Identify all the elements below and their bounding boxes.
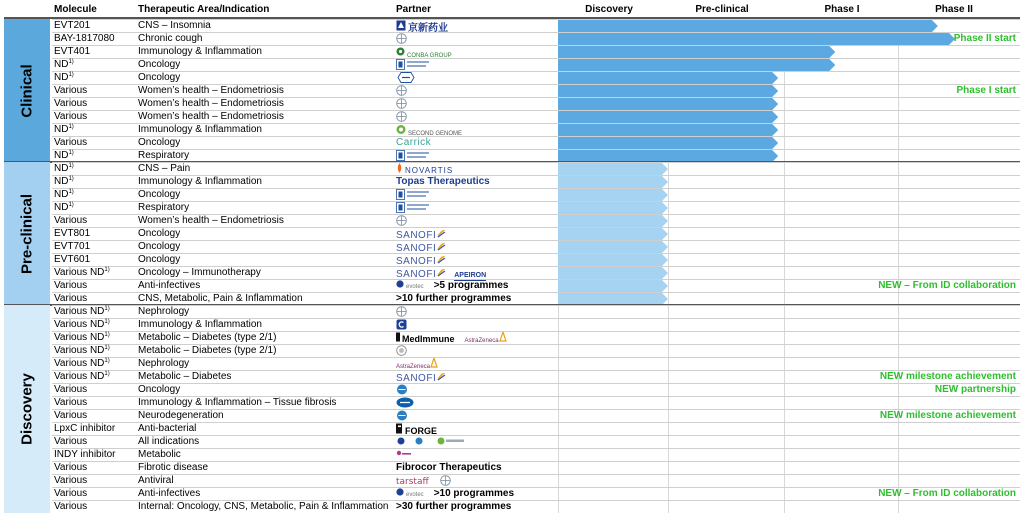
row-partner-label: >5 programmes (433, 280, 509, 291)
indication-cell: Women’s health – Endometriosis (138, 98, 284, 109)
indication-cell: All indications (138, 436, 200, 447)
molecule-cell (54, 488, 87, 500)
stage-progress-bar (558, 280, 668, 292)
molecule-name: Various ND (54, 332, 105, 343)
footnote-marker: 1) (104, 319, 110, 325)
table-row (52, 409, 1020, 422)
table-row (52, 162, 1020, 175)
stage-progress-bar (558, 46, 835, 58)
row-partner (396, 176, 490, 188)
indication-cell: Metabolic – Diabetes (type 2/1) (138, 345, 277, 356)
molecule-cell (54, 254, 90, 266)
table-row (52, 370, 1020, 383)
indication-cell: Women’s health – Endometriosis (138, 215, 284, 226)
molecule-cell (54, 345, 110, 357)
table-row (52, 305, 1020, 318)
stage-progress-bar (558, 137, 778, 149)
stage-progress-bar (558, 176, 668, 188)
molecule-cell (54, 137, 87, 149)
table-row (52, 136, 1020, 149)
molecule-cell (54, 371, 110, 383)
row-partner2-label: evotec (406, 492, 424, 498)
table-row (52, 461, 1020, 474)
stage-progress-bar (558, 20, 938, 32)
molecule-name: INDY inhibitor (54, 449, 116, 460)
table-row (52, 396, 1020, 409)
row-partner (396, 137, 431, 149)
molecule-cell (54, 267, 110, 279)
row-partner2-label: evotec (406, 284, 424, 290)
molecule-name: Various (54, 384, 88, 395)
molecule-cell (54, 306, 110, 318)
table-row (52, 227, 1020, 240)
indication-cell: Nephrology (138, 358, 190, 369)
table-row (52, 474, 1020, 487)
indication-cell: CNS – Pain (138, 163, 191, 174)
footnote-marker: 1) (68, 124, 74, 130)
row-partner2-label: APEIRON (454, 272, 487, 279)
molecule-name: Various ND (54, 345, 105, 356)
indication-cell: Oncology (138, 59, 181, 70)
indication-cell: Oncology (138, 137, 181, 148)
molecule-cell (54, 202, 74, 214)
indication-cell: Oncology (138, 72, 181, 83)
row-partner-label: Carrick (396, 137, 432, 148)
footnote-marker: 1) (68, 72, 74, 78)
table-row (52, 448, 1020, 461)
row-partner-label: 京新药业 (408, 23, 448, 34)
table-row (52, 279, 1020, 292)
molecule-name: BAY-1817080 (54, 33, 115, 44)
table-row (52, 188, 1020, 201)
molecule-cell (54, 85, 87, 97)
molecule-name: ND (54, 189, 69, 200)
stage-progress-bar (558, 124, 778, 136)
footnote-marker: 1) (104, 332, 110, 338)
status-note: NEW partnership (934, 384, 1016, 395)
molecule-cell (54, 124, 74, 136)
footnote-marker: 1) (104, 371, 110, 377)
stage-progress-bar (558, 202, 668, 214)
section-label: Pre-clinical (18, 193, 36, 274)
molecule-cell (54, 332, 110, 344)
status-note: NEW milestone achievement (879, 371, 1016, 382)
molecule-cell (54, 163, 74, 175)
table-row (52, 71, 1020, 84)
molecule-cell (54, 189, 74, 201)
stage-progress-bar (558, 163, 668, 175)
indication-cell: Metabolic (138, 449, 181, 460)
stage-progress-bar (558, 59, 835, 71)
molecule-cell (54, 449, 116, 461)
indication-cell: Anti-bacterial (138, 423, 197, 434)
indication-cell: Nephrology (138, 306, 190, 317)
molecule-name: ND (54, 72, 69, 83)
footnote-marker: 1) (104, 358, 110, 364)
molecule-cell (54, 215, 87, 227)
molecule-name: Various ND (54, 319, 105, 330)
stage-progress-bar (558, 98, 778, 110)
indication-cell: Oncology (138, 384, 181, 395)
header-stage-preclinical: Pre-clinical (695, 4, 749, 15)
table-row (52, 84, 1020, 97)
indication-cell: Women’s health – Endometriosis (138, 85, 284, 96)
table-row (52, 45, 1020, 58)
molecule-name: Various (54, 475, 88, 486)
stage-progress-bar (558, 85, 778, 97)
indication-cell: Chronic cough (138, 33, 203, 44)
footnote-marker: 1) (68, 176, 74, 182)
molecule-name: ND (54, 150, 69, 161)
table-row (52, 266, 1020, 279)
molecule-cell (54, 397, 87, 409)
stage-progress-bar (558, 111, 778, 123)
molecule-cell (54, 59, 74, 71)
row-partner (396, 462, 502, 474)
molecule-name: Various (54, 111, 88, 122)
molecule-name: Various (54, 397, 88, 408)
indication-cell: Oncology – Immunotherapy (138, 267, 261, 278)
footnote-marker: 1) (104, 306, 110, 312)
table-row (52, 32, 1020, 45)
footnote-marker: 1) (68, 163, 74, 169)
molecule-cell (54, 111, 87, 123)
molecule-name: Various ND (54, 267, 105, 278)
footnote-marker: 1) (68, 202, 74, 208)
status-note: NEW – From ID collaboration (878, 488, 1016, 499)
table-row (52, 500, 1020, 513)
stage-progress-bar (558, 215, 668, 227)
row-partner-label: Topas Therapeutics (396, 176, 490, 187)
molecule-cell (54, 501, 87, 513)
molecule-name: ND (54, 124, 69, 135)
indication-cell: Metabolic – Diabetes (138, 371, 232, 382)
molecule-cell (54, 423, 115, 435)
stage-progress-bar (558, 228, 668, 240)
header-molecule: Molecule (54, 4, 97, 15)
footnote-marker: 1) (68, 189, 74, 195)
footnote-marker: 1) (68, 150, 74, 156)
row-partner-label: AstraZeneca (396, 364, 431, 370)
indication-cell: Oncology (138, 228, 181, 239)
table-row (52, 344, 1020, 357)
footnote-marker: 1) (104, 345, 110, 351)
table-row (52, 357, 1020, 370)
header-stage-phase2: Phase II (935, 4, 973, 15)
indication-cell: Women’s health – Endometriosis (138, 111, 284, 122)
row-partner-label: FORGE (405, 426, 438, 436)
row-partner-label: SANOFI (396, 256, 437, 267)
indication-cell: Fibrotic disease (138, 462, 209, 473)
row-partner2-label: AstraZeneca (464, 338, 499, 344)
stage-progress-bar (558, 189, 668, 201)
molecule-name: Various ND (54, 306, 105, 317)
table-row (52, 253, 1020, 266)
molecule-cell (54, 358, 110, 370)
stage-progress-bar (558, 33, 955, 45)
footnote-marker: 1) (68, 59, 74, 65)
indication-cell: Immunology & Inflammation (138, 124, 262, 135)
indication-cell: Neurodegeneration (138, 410, 224, 421)
molecule-name: EVT201 (54, 20, 91, 31)
molecule-name: ND (54, 59, 69, 70)
molecule-name: Various ND (54, 371, 105, 382)
row-partner-label: Fibrocor Therapeutics (396, 462, 502, 473)
stage-progress-bar (558, 72, 778, 84)
table-row (52, 383, 1020, 396)
molecule-cell (54, 319, 110, 331)
molecule-name: Various (54, 488, 88, 499)
row-partner-label: SECOND GENOME (408, 131, 463, 137)
row-partner-label: >30 further programmes (396, 501, 512, 512)
table-row (52, 422, 1020, 435)
status-note: Phase II start (953, 33, 1016, 44)
table-row (52, 175, 1020, 188)
molecule-name: EVT801 (54, 228, 91, 239)
table-row (52, 435, 1020, 448)
molecule-name: Various (54, 462, 88, 473)
row-partner-label: CONBA GROUP (407, 53, 452, 59)
indication-cell: Antiviral (138, 475, 174, 486)
status-note: Phase I start (956, 85, 1016, 96)
molecule-cell (54, 33, 115, 45)
status-note: NEW – From ID collaboration (878, 280, 1016, 291)
indication-cell: Immunology & Inflammation (138, 46, 262, 57)
table-row (52, 19, 1020, 32)
molecule-cell (54, 98, 87, 110)
molecule-name: EVT701 (54, 241, 91, 252)
indication-cell: Anti-infectives (138, 488, 201, 499)
table-row (52, 331, 1020, 344)
row-partner-label: SANOFI (396, 373, 437, 384)
indication-cell: CNS, Metabolic, Pain & Inflammation (138, 293, 303, 304)
table-row (52, 201, 1020, 214)
indication-cell: Respiratory (138, 150, 190, 161)
section-label: Clinical (18, 63, 36, 118)
molecule-cell (54, 20, 90, 32)
molecule-name: ND (54, 176, 69, 187)
indication-cell: Oncology (138, 241, 181, 252)
table-row (52, 58, 1020, 71)
indication-cell: Oncology (138, 189, 181, 200)
section-label: Discovery (18, 373, 36, 445)
indication-cell: Immunology & Inflammation (138, 176, 262, 187)
molecule-name: Various (54, 137, 88, 148)
evotec-dot-icon (396, 280, 404, 292)
row-partner-label: SANOFI (396, 269, 437, 280)
molecule-cell (54, 475, 87, 487)
indication-cell: Immunology & Inflammation – Tissue fibrosis (138, 397, 337, 408)
row-partner (396, 501, 511, 513)
molecule-name: Various ND (54, 358, 105, 369)
molecule-name: EVT601 (54, 254, 91, 265)
indication-cell: Internal: Oncology, CNS, Metabolic, Pain & Inflammation (138, 501, 389, 512)
molecule-name: LpxC inhibitor (54, 423, 116, 434)
indication-cell: Oncology (138, 254, 181, 265)
molecule-name: Various (54, 215, 88, 226)
row-partner-label: SANOFI (396, 230, 437, 241)
row-partner-label: SANOFI (396, 243, 437, 254)
stage-progress-bar (558, 241, 668, 253)
indication-cell: Anti-infectives (138, 280, 201, 291)
table-row (52, 97, 1020, 110)
header-partner: Partner (396, 4, 432, 15)
molecule-name: Various (54, 410, 88, 421)
header-area: Therapeutic Area/Indication (138, 4, 270, 15)
molecule-name: Various (54, 280, 88, 291)
molecule-name: Various (54, 85, 88, 96)
molecule-cell (54, 436, 87, 448)
molecule-cell (54, 176, 74, 188)
table-row (52, 318, 1020, 331)
molecule-cell (54, 410, 87, 422)
table-row (52, 487, 1020, 500)
indication-cell: CNS – Insomnia (138, 20, 211, 31)
molecule-cell (54, 72, 74, 84)
molecule-name: EVT401 (54, 46, 91, 57)
stage-progress-bar (558, 254, 668, 266)
stage-progress-bar (558, 267, 668, 279)
molecule-cell (54, 46, 90, 58)
molecule-name: Various (54, 98, 88, 109)
evotec-dot-icon (396, 488, 404, 500)
molecule-cell (54, 384, 87, 396)
row-partner-label: >10 further programmes (396, 293, 512, 304)
header-stage-discovery: Discovery (585, 4, 633, 15)
molecule-cell (54, 462, 87, 474)
molecule-name: Various (54, 501, 88, 512)
molecule-name: Various (54, 436, 88, 447)
status-note: NEW milestone achievement (879, 410, 1016, 421)
table-row (52, 123, 1020, 136)
header-stage-phase1: Phase I (824, 4, 860, 15)
footnote-marker: 1) (104, 267, 110, 273)
svg-text:tarstaff: tarstaff (396, 477, 429, 486)
molecule-name: ND (54, 202, 69, 213)
indication-cell: Metabolic – Diabetes (type 2/1) (138, 332, 277, 343)
table-row (52, 240, 1020, 253)
molecule-cell (54, 228, 90, 240)
indication-cell: Immunology & Inflammation (138, 319, 262, 330)
row-partner-label: NOVARTIS (405, 166, 454, 175)
row-partner-label: MedImmune (402, 334, 455, 344)
molecule-cell (54, 280, 87, 292)
table-row (52, 214, 1020, 227)
molecule-name: ND (54, 163, 69, 174)
molecule-cell (54, 241, 90, 253)
indication-cell: Respiratory (138, 202, 190, 213)
molecule-name: Various (54, 293, 88, 304)
row-partner-label: >10 programmes (433, 488, 515, 499)
table-row (52, 110, 1020, 123)
